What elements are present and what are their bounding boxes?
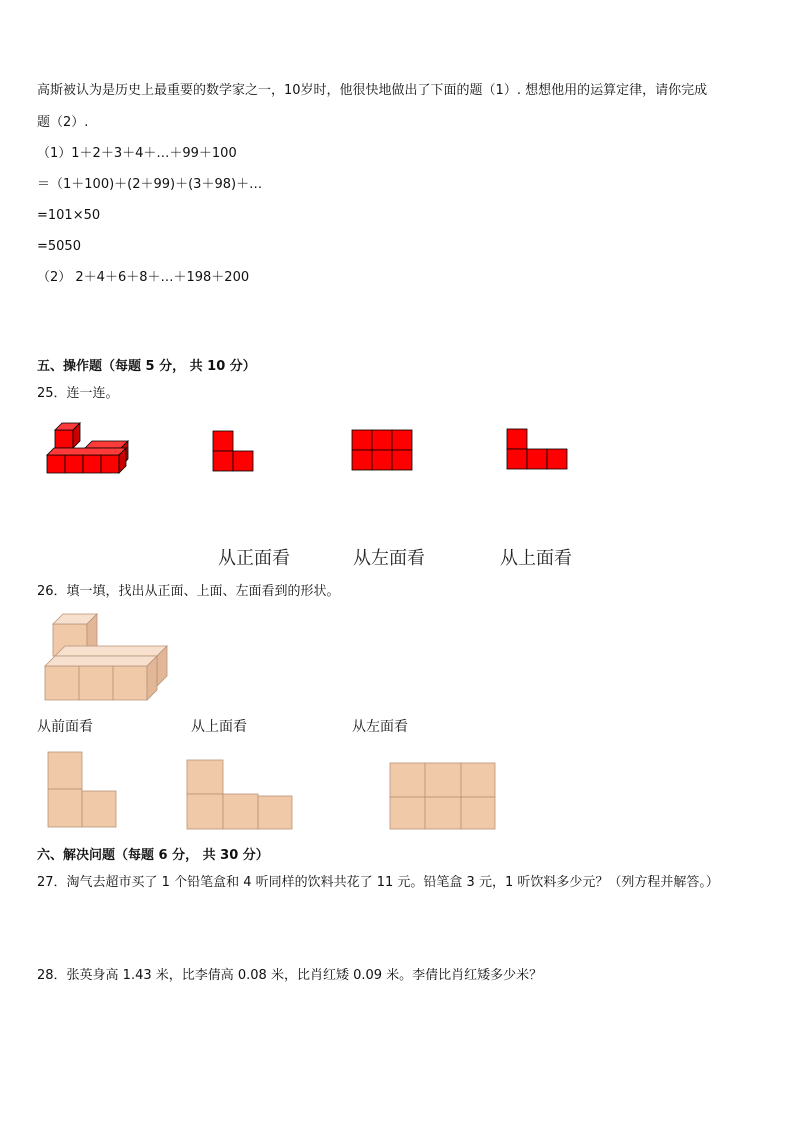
step-line-5: （2） 2＋4＋6＋8＋…＋198＋200 — [37, 270, 250, 285]
q25-view-shape-1 — [212, 430, 254, 472]
q25-view-shape-2 — [351, 429, 413, 471]
q25-label-left: 从左面看 — [353, 548, 425, 569]
step-line-1: （1）1＋2＋3＋4＋…＋99＋100 — [37, 146, 237, 161]
step-line-3: =101×50 — [37, 208, 101, 223]
section-5-heading: 五、操作题（每题 5 分， 共 10 分） — [37, 359, 256, 374]
intro-line-2: 题（2）. — [37, 115, 89, 130]
q25-solid-figure — [45, 418, 135, 478]
q26-label-front: 从前面看 — [37, 719, 93, 735]
intro-line-1: 高斯被认为是历史上最重要的数学家之一，10岁时，他很快地做出了下面的题（1）. 想想他用的运算定律，请你完成 — [37, 83, 708, 98]
q25-label-front: 从正面看 — [218, 548, 290, 569]
section-6-heading: 六、解决问题（每题 6 分， 共 30 分） — [37, 848, 269, 863]
q26-label-left: 从左面看 — [352, 719, 408, 735]
q26-view-shape-2 — [186, 758, 294, 832]
q25-label-top: 从上面看 — [500, 548, 572, 569]
step-line-2: ＝（1＋100)＋(2＋99)＋(3＋98)＋… — [37, 177, 263, 192]
question-25-text: 25．连一连。 — [37, 386, 119, 401]
step-line-4: =5050 — [37, 239, 81, 254]
q25-view-shape-3 — [506, 428, 568, 470]
question-26-text: 26．填一填，找出从正面、上面、左面看到的形状。 — [37, 584, 340, 599]
q26-view-shape-3 — [389, 761, 497, 831]
q26-label-top: 从上面看 — [191, 719, 247, 735]
question-28-text: 28．张英身高 1.43 米，比李倩高 0.08 米，比肖红矮 0.09 米。李倩比肖红矮多少米？ — [37, 968, 543, 983]
q26-view-shape-1 — [46, 750, 118, 830]
question-27-text: 27．淘气去超市买了 1 个铅笔盒和 4 听同样的饮料共花了 11 元。铅笔盒 3 元，1 听饮料多少元？（列方程并解答。） — [37, 875, 719, 890]
q26-solid-figure — [43, 612, 173, 704]
